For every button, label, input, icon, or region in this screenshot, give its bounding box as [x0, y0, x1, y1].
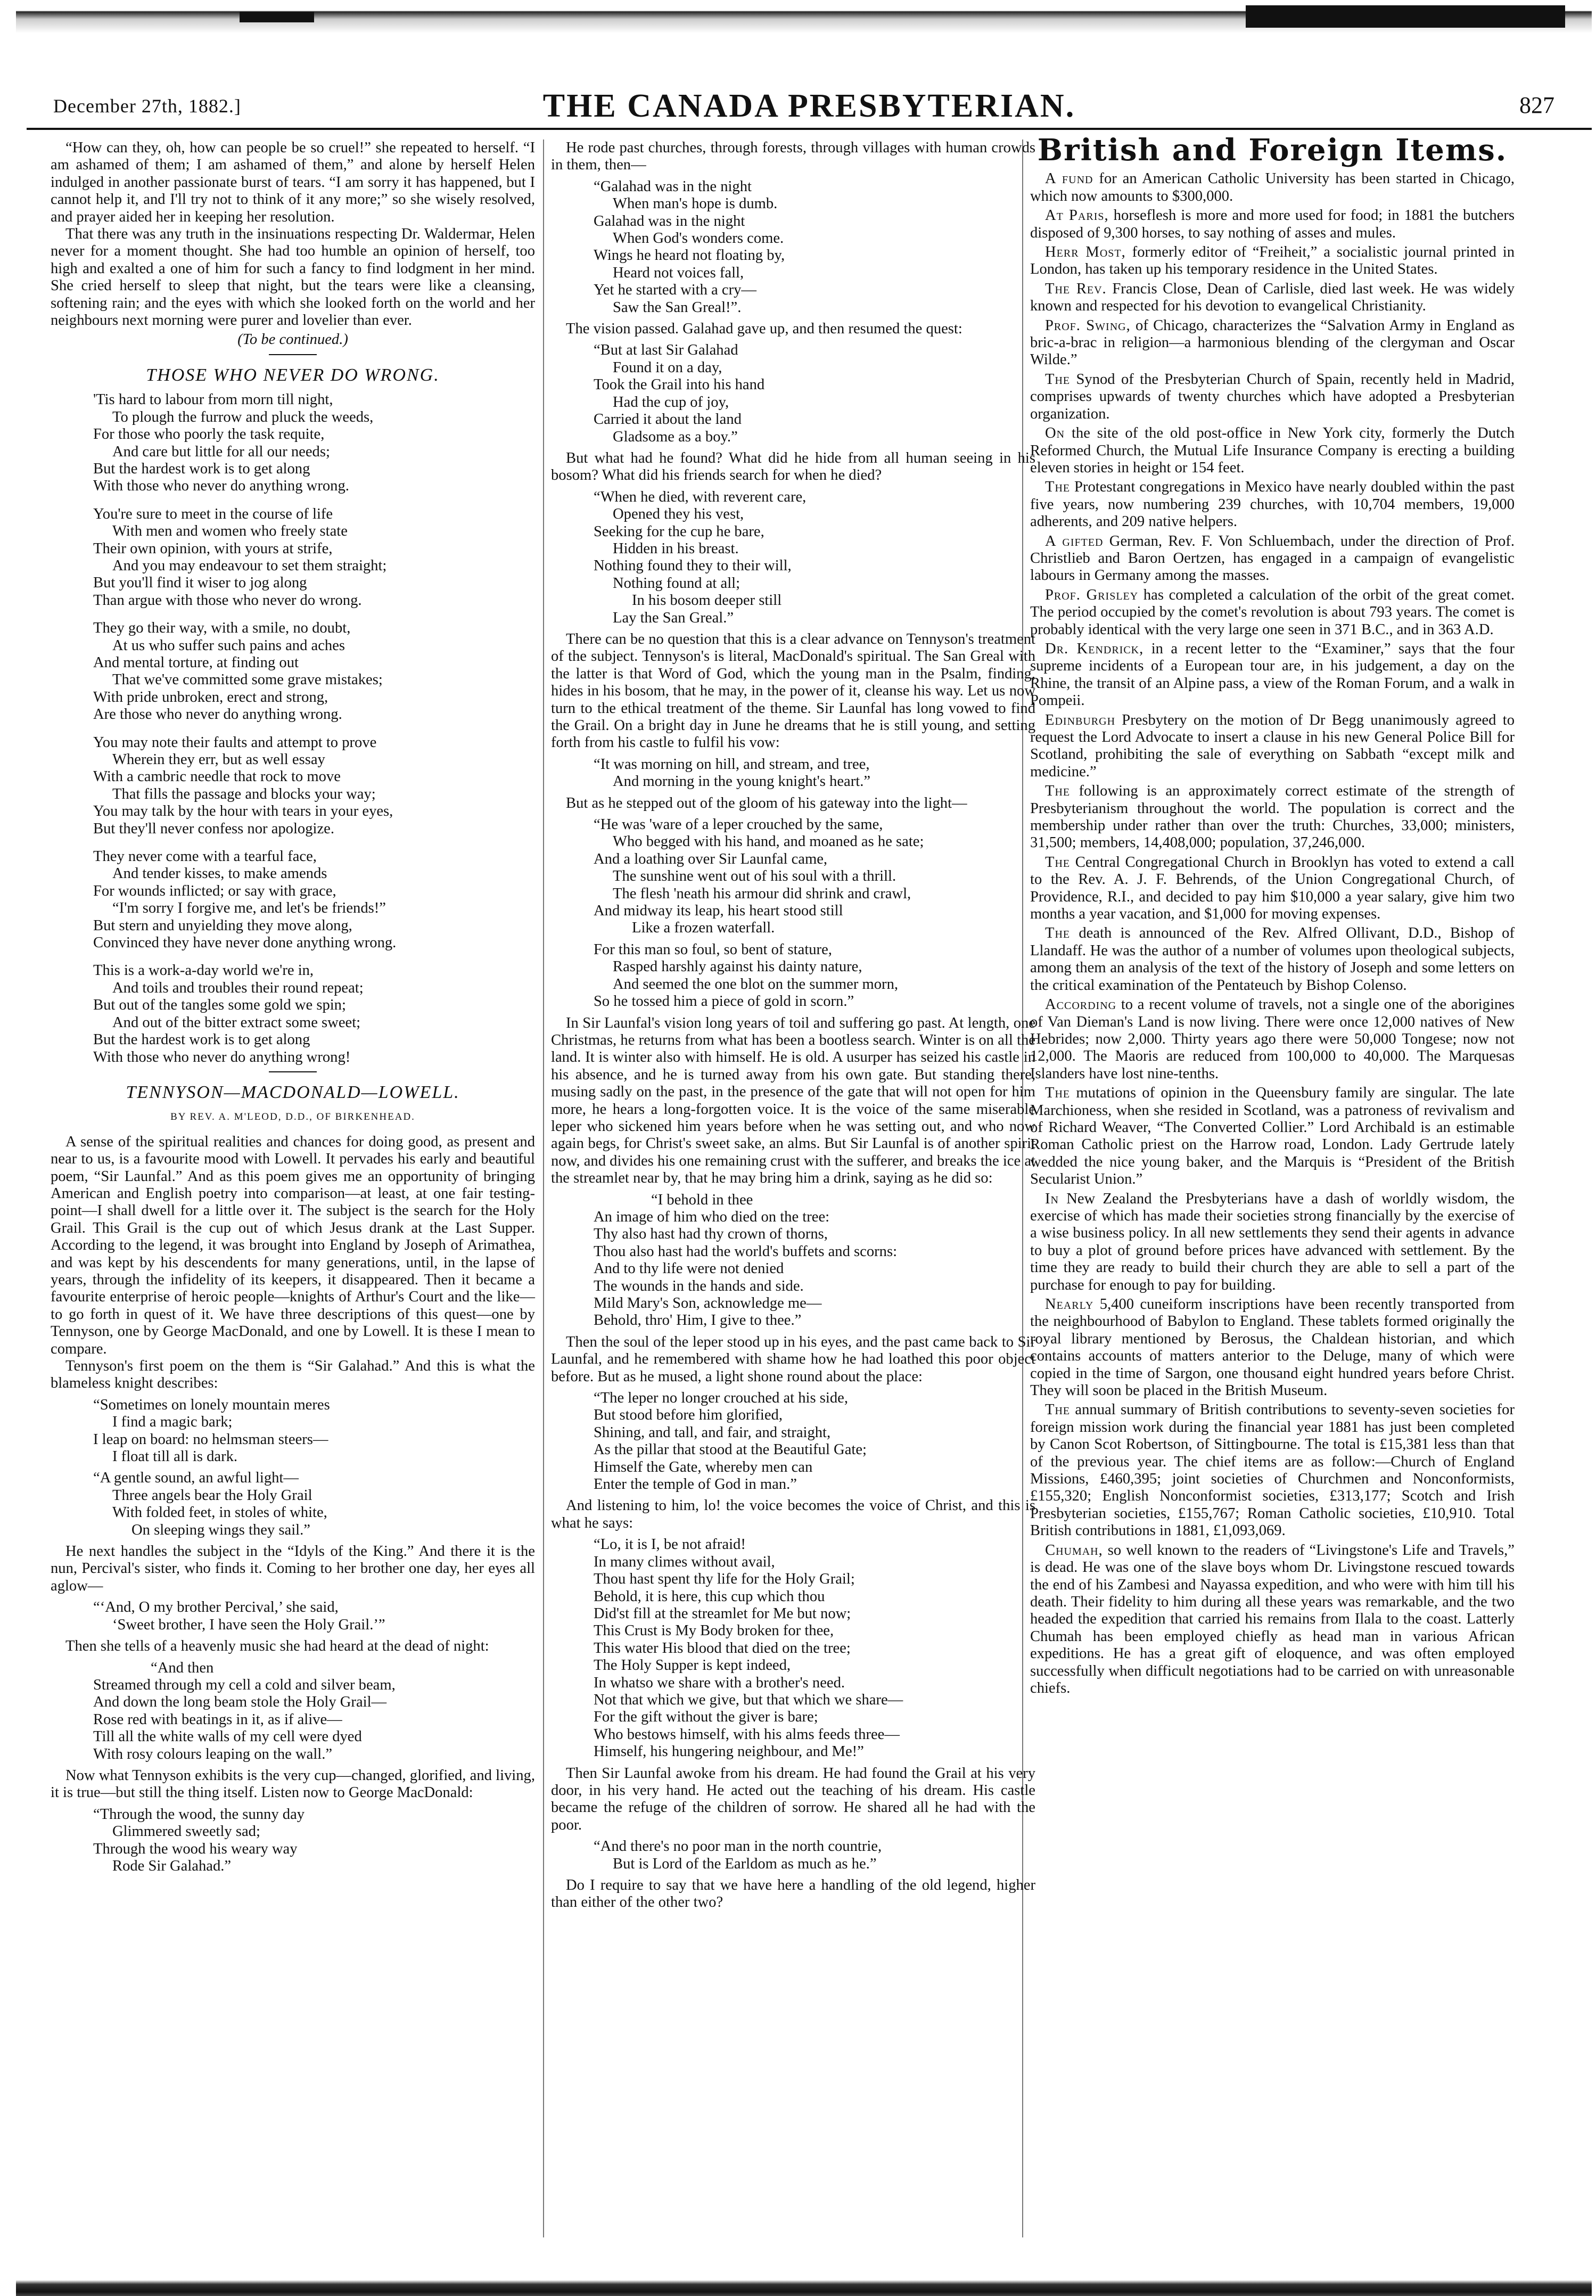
verse-line: As the pillar that stood at the Beautiful Gate;	[594, 1441, 867, 1458]
verse-line: Yet he started with a cry—	[594, 282, 756, 299]
verse-line: Behold, it is here, this cup which thou	[594, 1588, 825, 1605]
verse-line: Did'st fill at the streamlet for Me but now;	[594, 1605, 851, 1622]
verse-line: In whatso we share with a brother's need.	[594, 1674, 845, 1691]
news-item-lead: According	[1045, 996, 1117, 1013]
issue-date: December 27th, 1882.]	[53, 95, 241, 117]
news-item-lead: On	[1045, 425, 1065, 442]
verse-line: “And then	[151, 1659, 214, 1676]
verse-line: That we've committed some grave mistakes;	[112, 671, 383, 688]
verse-line: “Through the wood, the sunny day	[93, 1806, 305, 1823]
quoted-verse	[93, 1397, 535, 1466]
verse-line: With rosy colours leaping on the wall.”	[93, 1745, 333, 1762]
verse-line: “But at last Sir Galahad	[594, 342, 738, 359]
verse-line: I float till all is dark.	[112, 1448, 238, 1465]
verse-line: The flesh 'neath his armour did shrink and crawl,	[613, 885, 911, 902]
verse-line: “Lo, it is I, be not afraid!	[594, 1536, 746, 1553]
news-item-lead: The	[1045, 479, 1071, 496]
quoted-verse	[93, 1599, 535, 1634]
verse-line: “The leper no longer crouched at his side,	[594, 1390, 848, 1407]
verse-line: When man's hope is dumb.	[613, 195, 778, 212]
news-item: The mutations of opinion in the Queensbury family are singular. The late Marchioness, when she resided in Scotland, was a patroness of revivalism and of Richard Weaver, “The Converted Collier.” Lord Archibald is an estimable Roman Catholic priest on the Harrow road, London. Lady Gertrude lately wedded the nice young baker, and the Marquis is “President of the British Secularist Union.”	[1030, 1085, 1515, 1188]
verse-line: But the hardest work is to get along	[93, 1031, 310, 1048]
verse-line: “When he died, with reverent care,	[594, 488, 807, 505]
quoted-verse	[594, 489, 1035, 627]
verse-line: I leap on board: no helmsman steers—	[93, 1431, 328, 1448]
verse-line: This water His blood that died on the tree;	[594, 1639, 851, 1657]
news-item-lead: The Rev.	[1045, 280, 1107, 297]
verse-line: Nothing found they to their will,	[594, 557, 792, 575]
quoted-verse	[594, 342, 1035, 445]
verse-line: “Galahad was in the night	[594, 178, 752, 195]
verse-line: When God's wonders come.	[613, 230, 784, 247]
news-item: The Synod of the Presbyterian Church of Spain, recently held in Madrid, comprises upwards of twenty churches which have adopted a Presbyterian organization.	[1030, 371, 1515, 422]
article-paragraph: But what had he found? What did he hide from all human seeing in his bosom? What did his friends search for when he died?	[551, 449, 1035, 484]
continued-note: (To be continued.)	[237, 331, 348, 348]
news-item: In New Zealand the Presbyterians have a dash of worldly wisdom, the exercise of which has made their societies strong financially by the exercise of a wise business policy. In all new settlements they send their agents in advance to buy a plot of ground before prices have advanced with settlement. By the time they are ready to build their church they are able to sell a part of the purchase for enough to pay for building.	[1030, 1190, 1515, 1293]
verse-line: Mild Mary's Son, acknowledge me—	[594, 1295, 822, 1311]
verse-line: The Holy Supper is kept indeed,	[594, 1657, 791, 1674]
verse-line: Who bestows himself, with his alms feeds three—	[594, 1726, 900, 1743]
verse-line: Himself, his hungering neighbour, and Me!”	[594, 1743, 864, 1760]
verse-line: That fills the passage and blocks your way;	[112, 785, 376, 802]
verse-line: And midway its leap, his heart stood still	[594, 903, 843, 920]
verse-line: The sunshine went out of his soul with a thrill.	[613, 868, 896, 885]
verse-line: Nothing found at all;	[613, 575, 741, 592]
news-item: The Protestant congregations in Mexico have nearly doubled within the past five years, now numbering 239 churches, with 10,704 members, 19,000 adherents, and 209 native helpers.	[1030, 479, 1515, 530]
news-item-lead: The	[1045, 925, 1071, 942]
stanza-gap	[93, 609, 535, 620]
quoted-verse	[93, 1660, 535, 1763]
verse-line: “I behold in thee	[651, 1191, 753, 1208]
poem-title: THOSE WHO NEVER DO WRONG.	[146, 365, 440, 385]
article-paragraph: Do I require to say that we have here a handling of the old legend, higher than either of the other two?	[551, 1877, 1035, 1911]
news-item: The death is announced of the Rev. Alfred Ollivant, D.D., Bishop of Llandaff. He was the author of a number of volumes upon theological subjects, among them an analysis of the text of the history of Joseph and some letters on the critical examination of the Pentateuch by Bishop Colenso.	[1030, 925, 1515, 994]
news-item-lead: A fund	[1045, 170, 1093, 187]
column-3	[1030, 133, 1515, 2248]
section-rule	[269, 354, 317, 355]
verse-line: Who begged with his hand, and moaned as he sate;	[613, 833, 924, 850]
news-item-lead: Prof. Grisley	[1045, 586, 1139, 603]
verse-line: And seemed the one blot on the summer morn,	[613, 975, 899, 993]
news-item-lead: The	[1045, 783, 1071, 800]
verse-line: “And there's no poor man in the north countrie,	[594, 1838, 882, 1855]
verse-line: Not that which we give, but that which we share—	[594, 1691, 903, 1708]
quoted-verse	[594, 756, 1035, 791]
verse-line: “Sometimes on lonely mountain meres	[93, 1396, 330, 1413]
news-item: A gifted German, Rev. F. Von Schluembach, under the direction of Prof. Christlieb and Baron Oertzen, has engaged in a campaign of evangelistic labours in Germany among the masses.	[1030, 532, 1515, 584]
news-item: Prof. Grisley has completed a calculation of the orbit of the great comet. The period occupied by the comet's revolution is about 793 years. The comet is probably identical with the very large one seen in 371 B.C., and in 363 A.D.	[1030, 586, 1515, 638]
article-paragraph: He rode past churches, through forests, through villages with human crowds in them, then—	[551, 140, 1035, 174]
article-paragraph: Now what Tennyson exhibits is the very cup—changed, glorified, and living, it is true—but still the thing itself. Listen now to George MacDonald:	[51, 1767, 535, 1801]
article-paragraph: A sense of the spiritual realities and chances for doing good, as present and near to us, is a favourite mood with Lowell. It pervades his early and beautiful poem, “Sir Launfal.” And as this poem gives me an opportunity of bringing American and English poetry into comparison—at least, at one fair testing-point—I shall dwell for a little over it. The subject is the search for the Holy Grail. This Grail is the cup out of which Jesus drank at the Last Supper. According to the legend, it was brought into England by Joseph of Arimathea, and was kept by his descendents for many generations, until, in the lapse of years, through the infidelity of its keepers, it disappeared. Then it became a favourite enterprise of heroic people—knights of Arthur's Court and the like—to go forth in quest of it. We have three descriptions of this quest—one by Tennyson, one by George MacDonald, and one by Lowell. It is these I mean to compare.	[51, 1133, 535, 1357]
news-items	[1030, 170, 1515, 1697]
verse-line: “I'm sorry I forgive me, and let's be friends!”	[112, 900, 386, 917]
news-item-lead: Herr Most,	[1045, 244, 1126, 261]
verse-line: And mental torture, at finding out	[93, 654, 299, 671]
verse-line: And a loathing over Sir Launfal came,	[594, 850, 828, 867]
news-item-lead: At Paris,	[1045, 207, 1109, 224]
stanza-gap	[93, 495, 535, 506]
verse-line: Thou hast spent thy life for the Holy Grail;	[594, 1571, 855, 1588]
verse-line: With those who never do anything wrong.	[93, 478, 349, 495]
verse-line: In many climes without avail,	[594, 1553, 775, 1570]
verse-line: You may note their faults and attempt to prove	[93, 734, 377, 751]
news-item: On the site of the old post-office in New York city, formerly the Dutch Reformed Church, the Mutual Life Insurance Company is erecting a building eleven stories in height or 154 feet.	[1030, 425, 1515, 476]
news-item-lead: The	[1045, 371, 1071, 388]
verse-line: “A gentle sound, an awful light—	[93, 1470, 299, 1487]
newspaper-title: THE CANADA PRESBYTERIAN.	[542, 88, 1076, 124]
verse-line: Streamed through my cell a cold and silver beam,	[93, 1676, 396, 1693]
verse-line: Rose red with beatings in it, as if alive—	[93, 1711, 342, 1728]
news-item-lead: The	[1045, 1085, 1071, 1102]
news-item: Herr Most, formerly editor of “Freiheit,” a socialistic journal printed in London, has taken up his temporary residence in the United States.	[1030, 244, 1515, 278]
column-rule	[543, 140, 544, 2237]
verse-line: And to thy life were not denied	[594, 1260, 784, 1277]
verse-line: Through the wood his weary way	[93, 1840, 298, 1857]
verse-line: Took the Grail into his hand	[594, 376, 765, 393]
verse-line: In his bosom deeper still	[632, 592, 782, 609]
verse-line: “‘And, O my brother Percival,’ she said,	[93, 1599, 339, 1616]
verse-line: With those who never do anything wrong!	[93, 1048, 351, 1065]
column-1	[51, 140, 535, 2248]
article-paragraph: Then the soul of the leper stood up in his eyes, and the past came back to Sir Launfal, and he remembered with shame how he had loathed this poor object before. But as he mused, a light shone round about the place:	[551, 1333, 1035, 1385]
news-item: Edinburgh Presbytery on the motion of Dr Begg unanimously agreed to request the Lord Advocate to insert a clause in his new General Police Bill for Scotland, prohibiting the sale of everything on Sabbath “except milk and medicine.”	[1030, 711, 1515, 780]
news-item-lead: Chumah,	[1045, 1541, 1103, 1559]
verse-line: Hidden in his breast.	[613, 540, 739, 557]
verse-line: Than argue with those who never do wrong.	[93, 592, 362, 609]
verse-line: For wounds inflicted; or say with grace,	[93, 882, 336, 899]
verse-line: But you'll find it wiser to jog along	[93, 575, 307, 592]
article-paragraph: And listening to him, lo! the voice becomes the voice of Christ, and this is what he says:	[551, 1497, 1035, 1531]
verse-line: “He was 'ware of a leper crouched by the same,	[594, 816, 883, 833]
verse-line: Thou also hast had the world's buffets and scorns:	[594, 1243, 898, 1260]
verse-line: You may talk by the hour with tears in your eyes,	[93, 803, 393, 820]
verse-line: For this man so foul, so bent of stature,	[594, 941, 832, 958]
section-rule	[269, 1071, 317, 1072]
verse-line: Himself the Gate, whereby men can	[594, 1458, 813, 1475]
verse-line: They go their way, with a smile, no doubt,	[93, 620, 351, 637]
verse-line: Rasped harshly against his dainty nature,	[613, 958, 862, 975]
verse-line: With pride unbroken, erect and strong,	[93, 688, 328, 706]
verse-line: I find a magic bark;	[112, 1414, 233, 1431]
verse-line: So he tossed him a piece of gold in scorn.”	[594, 993, 854, 1010]
news-item-lead: Nearly	[1045, 1296, 1094, 1313]
verse-line: Convinced they have never done anything wrong.	[93, 934, 397, 952]
verse-line: And out of the bitter extract some sweet;	[112, 1014, 361, 1031]
article-byline: BY REV. A. M'LEOD, D.D., OF BIRKENHEAD.	[170, 1111, 415, 1123]
news-item: The Rev. Francis Close, Dean of Carlisle, died last week. He was widely known and respected for his devotion to evangelical Christianity.	[1030, 280, 1515, 315]
verse-line: With a cambric needle that rock to move	[93, 768, 341, 785]
article-paragraph: The vision passed. Galahad gave up, and then resumed the quest:	[566, 321, 962, 338]
verse-line: Seeking for the cup he bare,	[594, 523, 764, 540]
verse-line: You're sure to meet in the course of life	[93, 505, 333, 522]
verse-line: Galahad was in the night	[594, 212, 745, 229]
verse-line: Three angels bear the Holy Grail	[112, 1487, 312, 1504]
verse-line: And morning in the young knight's heart.”	[613, 773, 871, 790]
news-item: Nearly 5,400 cuneiform inscriptions have been recently transported from the neighbourhood of Babylon to England. These tablets formed originally the royal library mentioned by Berosus, the Chaldean historian, and which contains accounts of matters anterior to the Deluge, many of which were copied in the time of Sargon, one thousand eight hundred years before Christ. They will soon be placed in the British Museum.	[1030, 1296, 1515, 1399]
story-paragraph: “How can they, oh, how can people be so cruel!” she repeated to herself. “I am ashamed of them; I am ashamed of them,” and alone by herself Helen indulged in another passionate burst of tears. “I am sorry it has happened, but I cannot help it, and I'll try not to think of it any more;” so she wisely resolved, and prayer aided her in keeping her resolution.	[51, 140, 535, 225]
article-paragraph: Tennyson's first poem on the them is “Sir Galahad.” And this is what the blameless knight describes:	[51, 1358, 535, 1392]
news-item-lead: The	[1045, 854, 1071, 871]
news-item: Prof. Swing, of Chicago, characterizes the “Salvation Army in England as bric-a-brac in religion—a harmonious blending of the clergyman and Oscar Wilde.”	[1030, 317, 1515, 368]
verse-line: Like a frozen waterfall.	[632, 920, 775, 937]
article-paragraph: But as he stepped out of the gloom of his gateway into the light—	[566, 794, 967, 811]
news-item: The annual summary of British contributions to seventy-seven societies for foreign mission work during the financial year 1881 has just been completed by Canon Scot Robertson, of Sittingbourne. The total is £15,381 less than that of the previous year. The chief items are as follow:—Church of England Missions, £460,395; joint societies of Churchmen and Nonconformists, £155,320; English Nonconformist societies, £313,177; Scotch and Irish Presbyterian societies, £155,767; Roman Catholic societies, £10,910. Total British contributions in 1881, £1,093,069.	[1030, 1401, 1515, 1539]
verse-line: Had the cup of joy,	[613, 393, 729, 411]
masthead	[27, 85, 1592, 130]
news-item-lead: In	[1045, 1190, 1059, 1207]
article-paragraph: There can be no question that this is a clear advance on Tennyson's treatment of the subject. Tennyson's is literal, MacDonald's spiritual. The San Greal with the latter is that Word of God, which the young man in the Psalm, finding, hides in his bosom, that he may, in the power of it, cleanse his way. Let us now turn to the ethical treatment of the theme. Sir Launfal has long vowed to find the Grail. On a bright day in June he dreams that he is still young, and setting forth from his castle to fulfil his vow:	[551, 630, 1035, 751]
verse-line: Saw the San Greal!”.	[613, 299, 742, 316]
quoted-verse	[93, 1470, 535, 1539]
verse-line: And tender kisses, to make amends	[112, 865, 327, 882]
news-item: A fund for an American Catholic University has been started in Chicago, which now amounts to $300,000.	[1030, 170, 1515, 204]
verse-line: For the gift without the giver is bare;	[594, 1709, 818, 1726]
poem-stanzas	[93, 391, 535, 1066]
verse-line: Behold, thro' Him, I give to thee.”	[594, 1312, 802, 1329]
verse-line: But the hardest work is to get along	[93, 460, 310, 477]
quoted-verse	[594, 941, 1035, 1011]
verse-line: And you may endeavour to set them straight;	[112, 557, 387, 574]
story-paragraph: That there was any truth in the insinuations respecting Dr. Waldermar, Helen never for a moment thought. She had too humble an opinion of herself, too high and exalted a one of him for such a fancy to find lodgment in her mind. She cried herself to sleep that night, but the tears were like a cleansing, softening rain; and the eyes with which she looked forth on the world and her neighbours next morning were purer and lovelier than ever.	[51, 226, 535, 329]
news-item-lead: Dr. Kendrick,	[1045, 640, 1144, 657]
verse-line: But out of the tangles some gold we spin;	[93, 997, 346, 1014]
verse-line: 'Tis hard to labour from morn till night,	[93, 391, 333, 408]
verse-line: Thy also hast had thy crown of thorns,	[594, 1226, 828, 1243]
news-item-lead: Edinburgh	[1045, 711, 1116, 728]
verse-line: But is Lord of the Earldom as much as he.”	[613, 1855, 877, 1872]
article-paragraph: In Sir Launfal's vision long years of toil and suffering go past. At length, one Christmas, he returns from what has been a bootless search. Winter is on all the land. It is winter also with himself. He is old. A usurper has seized his castle in his absence, and he is turned away from his own gate. But standing there, musing sadly on the past, in the presence of the gate that will not open for him more, he hears a long-forgotten voice. It is the voice of the same miserable leper who sickened him years before when he was setting out, and who now again begs, for Christ's sweet sake, an alms. But Sir Launfal is of another spirit now, and divides his one remaining crust with the sufferer, and breaks the ice at the streamlet near by, that he may bring him a drink, saying as he did so:	[551, 1014, 1035, 1187]
verse-line: And care but little for all our needs;	[112, 443, 330, 460]
article-paragraph: Then she tells of a heavenly music she had heard at the dead of night:	[65, 1638, 489, 1655]
verse-line: With men and women who freely state	[112, 523, 348, 540]
verse-line: At us who suffer such pains and aches	[112, 637, 345, 654]
verse-line: This Crust is My Body broken for thee,	[594, 1622, 834, 1639]
verse-line: Lay the San Greal.”	[613, 609, 734, 626]
quoted-verse	[594, 1536, 1035, 1760]
news-item: The following is an approximately correct estimate of the strength of Presbyterianism throughout the world. The population is correct and the membership under rather than over the truth: Churches, 33,000; ministers, 31,500; members, 14,408,000; population, 37,246,000.	[1030, 783, 1515, 851]
verse-line: Carried it about the land	[594, 411, 742, 428]
news-item-lead: Prof. Swing,	[1045, 317, 1131, 334]
stanza-gap	[93, 952, 535, 962]
verse-line: With folded feet, in stoles of white,	[112, 1504, 327, 1521]
quoted-verse	[594, 1192, 1035, 1330]
column-2	[551, 140, 1035, 2248]
verse-line: And down the long beam stole the Holy Grail—	[93, 1694, 387, 1711]
verse-line: For those who poorly the task requite,	[93, 426, 325, 443]
verse-line: Glimmered sweetly sad;	[112, 1823, 260, 1840]
verse-line: Wings he heard not floating by,	[594, 247, 785, 264]
verse-line: ‘Sweet brother, I have seen the Holy Grail.’”	[112, 1616, 385, 1633]
verse-line: Their own opinion, with yours at strife,	[93, 540, 333, 557]
news-item: Dr. Kendrick, in a recent letter to the “Examiner,” says that the four supreme incidents of a European tour are, in his judgement, a day on the Rhine, the transit of an Alpine pass, a view of the Roman Forum, and a walk in Pompeii.	[1030, 640, 1515, 709]
quoted-verse	[594, 1390, 1035, 1493]
quoted-verse	[594, 1838, 1035, 1873]
verse-line: The wounds in the hands and side.	[594, 1277, 804, 1294]
article-paragraph: Then Sir Launfal awoke from his dream. He had found the Grail at his very door, in his very hand. He acted out the teaching of his dream. His castle became the refuge of the children of sorrow. He shared all he had with the poor.	[551, 1765, 1035, 1833]
news-item-lead: The	[1045, 1401, 1071, 1418]
verse-line: To plough the furrow and pluck the weeds,	[112, 408, 374, 425]
verse-line: On sleeping wings they sail.”	[131, 1521, 310, 1538]
verse-line: Are those who never do anything wrong.	[93, 706, 342, 723]
verse-line: They never come with a tearful face,	[93, 848, 317, 865]
quoted-verse	[93, 1806, 535, 1875]
article-paragraph: He next handles the subject in the “Idyls of the King.” And there it is the nun, Percival's sister, who finds it. Coming to her brother one day, her eyes all aglow—	[51, 1543, 535, 1594]
scan-top-edge	[16, 0, 1592, 33]
verse-line: But stern and unyielding they move along,	[93, 917, 352, 934]
verse-line: Enter the temple of God in man.”	[594, 1476, 797, 1493]
news-item-lead: A gifted	[1045, 532, 1104, 550]
scan-dark-band	[1246, 5, 1565, 28]
verse-line: Gladsome as a boy.”	[613, 428, 738, 445]
article-title: TENNYSON—MACDONALD—LOWELL.	[126, 1082, 460, 1102]
verse-line: “It was morning on hill, and stream, and tree,	[594, 756, 870, 773]
news-item: At Paris, horseflesh is more and more used for food; in 1881 the butchers disposed of 9,300 horses, to say nothing of asses and mules.	[1030, 207, 1515, 241]
stanza-gap	[93, 724, 535, 734]
scan-dark-band	[240, 12, 314, 22]
verse-line: Opened they his vest,	[613, 506, 744, 523]
page-number: 827	[1519, 92, 1554, 118]
verse-line: But they'll never confess nor apologize.	[93, 820, 334, 837]
quoted-verse	[594, 816, 1035, 937]
quoted-verse	[594, 178, 1035, 316]
verse-line: Shining, and tall, and fair, and straight,	[594, 1424, 831, 1441]
verse-line: Wherein they err, but as well essay	[112, 751, 325, 768]
scan-bottom-edge	[16, 2280, 1592, 2296]
verse-line: An image of him who died on the tree:	[594, 1208, 830, 1225]
verse-line: Rode Sir Galahad.”	[112, 1857, 232, 1874]
verse-line: Till all the white walls of my cell were dyed	[93, 1728, 362, 1745]
news-item: The Central Congregational Church in Brooklyn has voted to extend a call to the Rev. A. J. F. Behrends, of the Union Congregational Church, of Providence, R.I., and decided to pay him $10,000 a year salary, give him two months a year vacation, and $1,000 for moving expenses.	[1030, 854, 1515, 923]
news-item: Chumah, so well known to the readers of “Livingstone's Life and Travels,” is dead. He was one of the slave boys whom Dr. Livingstone rescued towards the end of his Zambesi and Nayassa expedition, and who were with him till his death. Their fidelity to him during all these years was remarkable, and the two headed the expedition that carried his remains from Ilala to the coast. Latterly Chumah has been employed chiefly as head man in various African expeditions. He has a great gift of eloquence, and was often employed successfully when difficult negotiations had to be carried on with unreasonable chiefs.	[1030, 1541, 1515, 1696]
news-item: According to a recent volume of travels, not a single one of the aborigines of Van Dieman's Land is now living. There were once 12,000 natives of New Hebrides; now 2,000. Thirty years ago there were 50,000 Tongese; now not 12,000. The Maoris are reduced from 100,000 to 40,000. The Marquesas Islanders have lost nine-tenths.	[1030, 996, 1515, 1082]
verse-line: But stood before him glorified,	[594, 1407, 783, 1424]
section-heading: British and Foreign Items.	[1037, 133, 1508, 168]
verse-line: This is a work-a-day world we're in,	[93, 962, 314, 979]
stanza-gap	[93, 838, 535, 848]
verse-line: Found it on a day,	[613, 359, 722, 376]
verse-line: Heard not voices fall,	[613, 264, 744, 281]
verse-line: And toils and troubles their round repeat;	[112, 979, 364, 996]
